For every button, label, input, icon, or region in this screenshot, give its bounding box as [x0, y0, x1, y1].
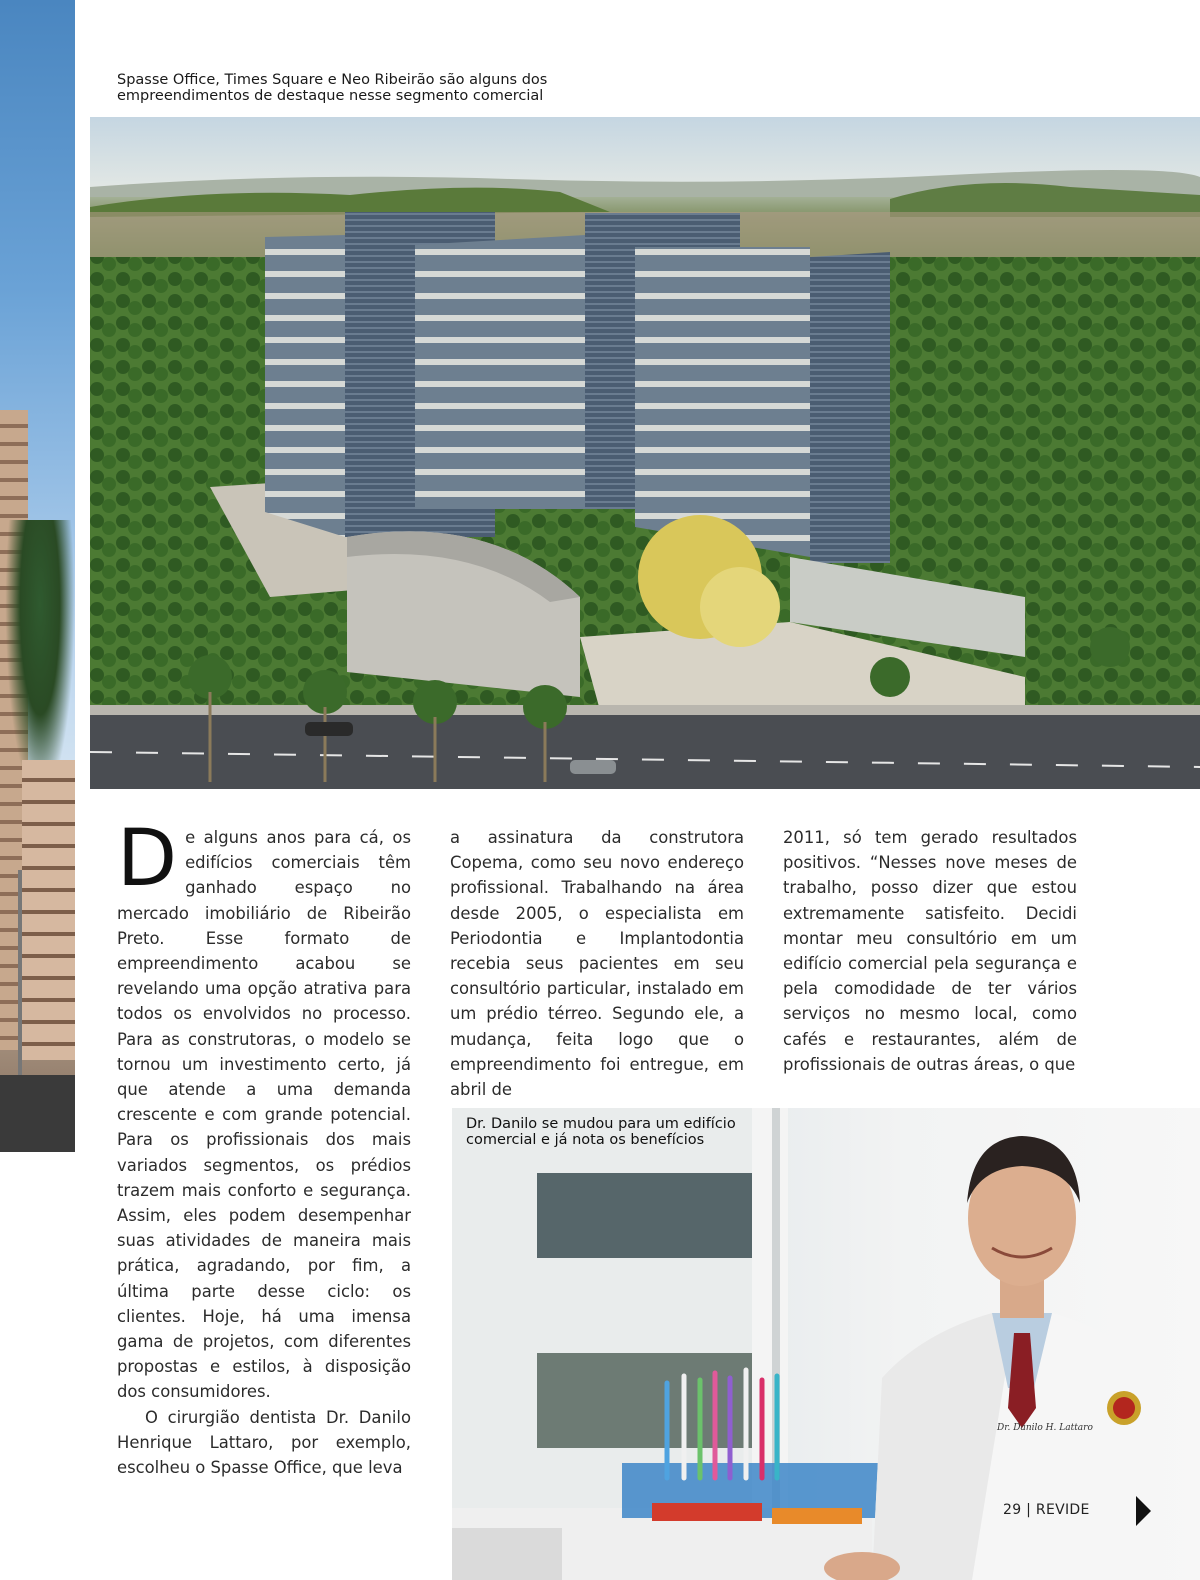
- portrait-caption-line-1: Dr. Danilo se mudou para um edifício: [466, 1116, 736, 1132]
- drop-cap: D: [117, 814, 178, 904]
- article-paragraph-1: [117, 814, 411, 1405]
- street-lamp: [18, 870, 22, 1080]
- triangle-right-icon[interactable]: [1136, 1496, 1151, 1526]
- street: [0, 1075, 75, 1152]
- article-column-3-text: 2011, só tem gerado resultados positivos. “Nesses nove meses de trabalho, posso dizer que estou extremamente satisfeito. Decidi montar meu consultório em um edifício comercial pela segurança e pela comodidade de ter vários serviços no mesmo local, como cafés e restaurantes, além de profissionais de outras áreas, o que: [783, 828, 1077, 1074]
- rendering-illustration: [90, 117, 1200, 789]
- tower-facade-lower: [22, 760, 75, 1060]
- article-column-2: [450, 825, 744, 1102]
- hero-caption-line-2: empreendimentos de destaque nesse segmento comercial: [117, 88, 544, 104]
- hero-building-rendering: [90, 117, 1200, 789]
- portrait-caption-line-2: comercial e já nota os benefícios: [466, 1132, 705, 1148]
- article-column-3: [783, 825, 1077, 1077]
- hero-caption: [117, 72, 677, 104]
- left-edge-photo: [0, 0, 75, 1152]
- hero-caption-line-1: Spasse Office, Times Square e Neo Ribeirão são alguns dos: [117, 72, 548, 88]
- paragraph-1-text: e alguns anos para cá, os edifícios comerciais têm ganhado espaço no mercado imobiliário de Ribeirão Preto. Esse formato de empreendimento acabou se revelando uma opção atrativa para todos os envolvidos no processo. Para as construtoras, o modelo se tornou um investimento certo, já que atende a uma demanda crescente e com grande potencial. Para os profissionais dos mais variados segmentos, os prédios trazem mais conforto e segurança. Assim, eles podem desempenhar suas atividades de maneira mais prática, agradando, por fim, a última parte desse ciclo: os clientes. Hoje, há uma imensa gama de projetos, com diferentes propostas e estilos, à disposição dos consumidores.: [117, 828, 411, 1402]
- page-folio: 29 | REVIDE: [1003, 1502, 1090, 1518]
- palm-tree: [5, 520, 75, 800]
- portrait-caption: [466, 1116, 756, 1148]
- coat-name-label: Dr. Danilo H. Lattaro: [997, 1423, 1093, 1433]
- article-column-1: [117, 814, 411, 1480]
- article-paragraph-2: O cirurgião dentista Dr. Danilo Henrique Lattaro, por exemplo, escolheu o Spasse Office, que leva: [117, 1407, 411, 1478]
- article-column-2-text: a assinatura da construtora Copema, como seu novo endereço profissional. Trabalhando na área desde 2005, o especialista em Periodontia e Implantodontia recebia seus pacientes em seu consultório particular, instalado em um prédio térreo. Segundo ele, a mudança, feita logo que o empreendimento foi entregue, em abril de: [450, 828, 744, 1100]
